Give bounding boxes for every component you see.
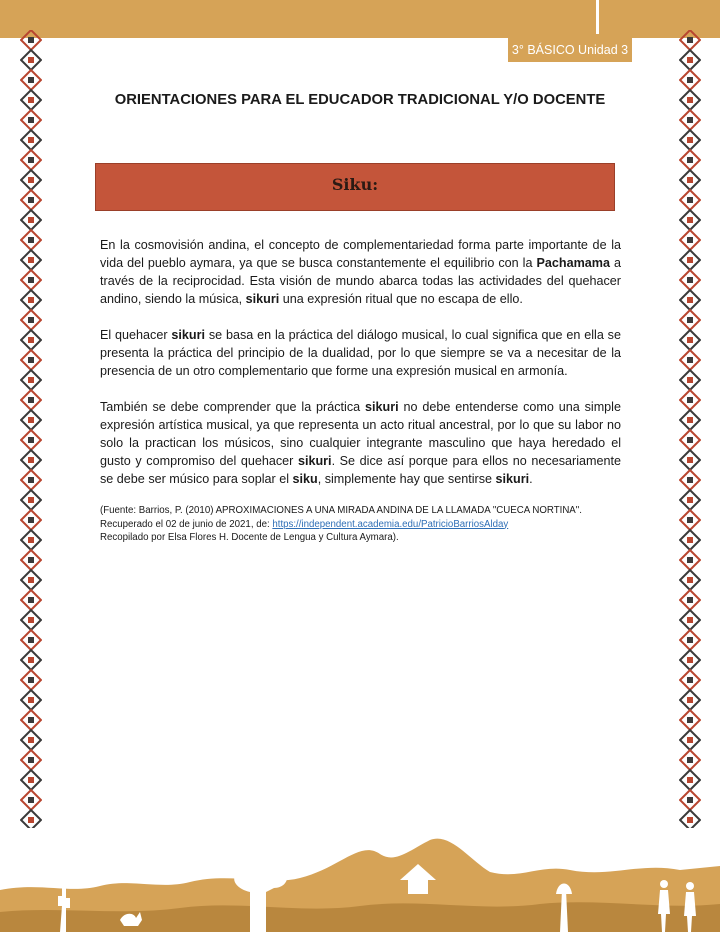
border-motif-unit	[680, 150, 700, 170]
border-motif-unit	[680, 630, 700, 650]
border-motif-unit	[21, 370, 41, 390]
border-motif-unit	[680, 370, 700, 390]
border-motif-unit	[680, 650, 700, 670]
border-motif-unit	[680, 710, 700, 730]
border-motif-unit	[21, 490, 41, 510]
paragraph-3: También se debe comprender que la práctica sikuri no debe entenderse como una simple expresión artística musical, ya que representa un acto ritual ancestral, por lo que su labor no solo la practican los músicos, sino cualquier integrante masculino que haya heredado el gusto y compromiso del quehacer sikuri. Se dice así porque para ellos no necesariamente se debe ser músico para soplar el siku, simplemente hay que sentirse sikuri.	[100, 400, 621, 486]
border-motif-unit	[21, 650, 41, 670]
border-motif-unit	[680, 50, 700, 70]
border-motif-unit	[21, 610, 41, 630]
border-motif-unit	[680, 390, 700, 410]
border-motif-unit	[680, 190, 700, 210]
border-motif-unit	[21, 670, 41, 690]
border-motif-unit	[21, 410, 41, 430]
border-motif-unit	[680, 310, 700, 330]
border-motif-unit	[680, 510, 700, 530]
top-band	[0, 0, 720, 38]
border-motif-unit	[21, 330, 41, 350]
section-title: Siku:	[331, 175, 379, 194]
paragraph-1: En la cosmovisión andina, el concepto de complementariedad forma parte importante de la vida del pueblo aymara, ya que se busca constantemente el equilibrio con la Pachamama a través de la reciprocidad. Esta visión de mundo abarca todas las actividades del quehacer andino, siendo la música, sikuri una expresión ritual que no escapa de ello.	[100, 238, 621, 306]
border-motif-unit	[680, 550, 700, 570]
border-motif-unit	[21, 790, 41, 810]
border-motif-unit	[21, 570, 41, 590]
border-motif-unit	[680, 170, 700, 190]
border-motif-unit	[21, 90, 41, 110]
border-motif-unit	[680, 110, 700, 130]
border-motif-unit	[21, 530, 41, 550]
footer-landscape-illustration	[0, 820, 720, 932]
border-motif-unit	[21, 630, 41, 650]
border-motif-unit	[21, 770, 41, 790]
left-border-motif	[20, 30, 42, 828]
border-motif-unit	[680, 350, 700, 370]
border-motif-unit	[21, 350, 41, 370]
border-motif-unit	[680, 790, 700, 810]
border-motif-unit	[21, 270, 41, 290]
border-motif-unit	[21, 750, 41, 770]
border-motif-unit	[21, 390, 41, 410]
border-motif-unit	[680, 690, 700, 710]
border-motif-unit	[680, 330, 700, 350]
compiled-by: Recopilado por Elsa Flores H. Docente de Lengua y Cultura Aymara).	[100, 532, 399, 543]
border-motif-unit	[21, 550, 41, 570]
border-motif-unit	[680, 230, 700, 250]
border-motif-unit	[21, 510, 41, 530]
border-motif-unit	[680, 430, 700, 450]
border-motif-unit	[21, 230, 41, 250]
section-banner	[95, 163, 615, 211]
border-motif-unit	[21, 50, 41, 70]
border-motif-unit	[680, 90, 700, 110]
border-motif-unit	[21, 110, 41, 130]
page-title: ORIENTACIONES PARA EL EDUCADOR TRADICIONAL Y/O DOCENTE	[114, 92, 606, 108]
border-motif-unit	[680, 30, 700, 50]
border-motif-unit	[680, 670, 700, 690]
border-motif-unit	[680, 470, 700, 490]
border-motif-unit	[21, 170, 41, 190]
paragraph-2: El quehacer sikuri se basa en la práctica del diálogo musical, lo cual significa que en ella se presenta la práctica del principio de la dualidad, por lo que siempre se va a necesitar de la presencia de un otro complementario que forme una expresión musical en armonía.	[100, 328, 621, 378]
border-motif-unit	[680, 250, 700, 270]
border-motif-unit	[680, 770, 700, 790]
border-motif-unit	[21, 150, 41, 170]
source-citation: (Fuente: Barrios, P. (2010) APROXIMACIONES A UNA MIRADA ANDINA DE LA LLAMADA "CUECA NORTINA". Recuperado el 02 de junio de 2021, de: https://independent.academia.edu/PatricioBarriosAlday Recopilado por Elsa Flores H. Docente de Lengua y Cultura Aymara).	[100, 505, 582, 543]
right-border-motif	[679, 30, 701, 828]
border-motif-unit	[680, 610, 700, 630]
border-motif-unit	[680, 130, 700, 150]
border-motif-unit	[680, 450, 700, 470]
border-motif-unit	[21, 310, 41, 330]
border-motif-unit	[21, 690, 41, 710]
border-motif-unit	[680, 210, 700, 230]
border-motif-unit	[21, 130, 41, 150]
border-motif-unit	[680, 270, 700, 290]
border-motif-unit	[21, 470, 41, 490]
source-link[interactable]: https://independent.academia.edu/PatricioBarriosAlday	[272, 518, 509, 530]
border-motif-unit	[680, 290, 700, 310]
border-motif-unit	[21, 450, 41, 470]
border-motif-unit	[680, 490, 700, 510]
border-motif-unit	[21, 250, 41, 270]
border-motif-unit	[21, 290, 41, 310]
border-motif-unit	[680, 530, 700, 550]
border-motif-unit	[680, 730, 700, 750]
border-motif-unit	[680, 570, 700, 590]
border-motif-unit	[680, 750, 700, 770]
border-motif-unit	[21, 70, 41, 90]
border-motif-unit	[21, 30, 41, 50]
body-text	[100, 236, 621, 545]
border-motif-unit	[21, 730, 41, 750]
border-motif-unit	[21, 210, 41, 230]
border-motif-unit	[680, 70, 700, 90]
border-motif-unit	[21, 590, 41, 610]
top-band-divider	[596, 0, 599, 34]
border-motif-unit	[21, 190, 41, 210]
border-motif-unit	[680, 590, 700, 610]
border-motif-unit	[21, 710, 41, 730]
border-motif-unit	[21, 430, 41, 450]
border-motif-unit	[680, 410, 700, 430]
grade-badge: 3° BÁSICO Unidad 3	[508, 38, 632, 62]
